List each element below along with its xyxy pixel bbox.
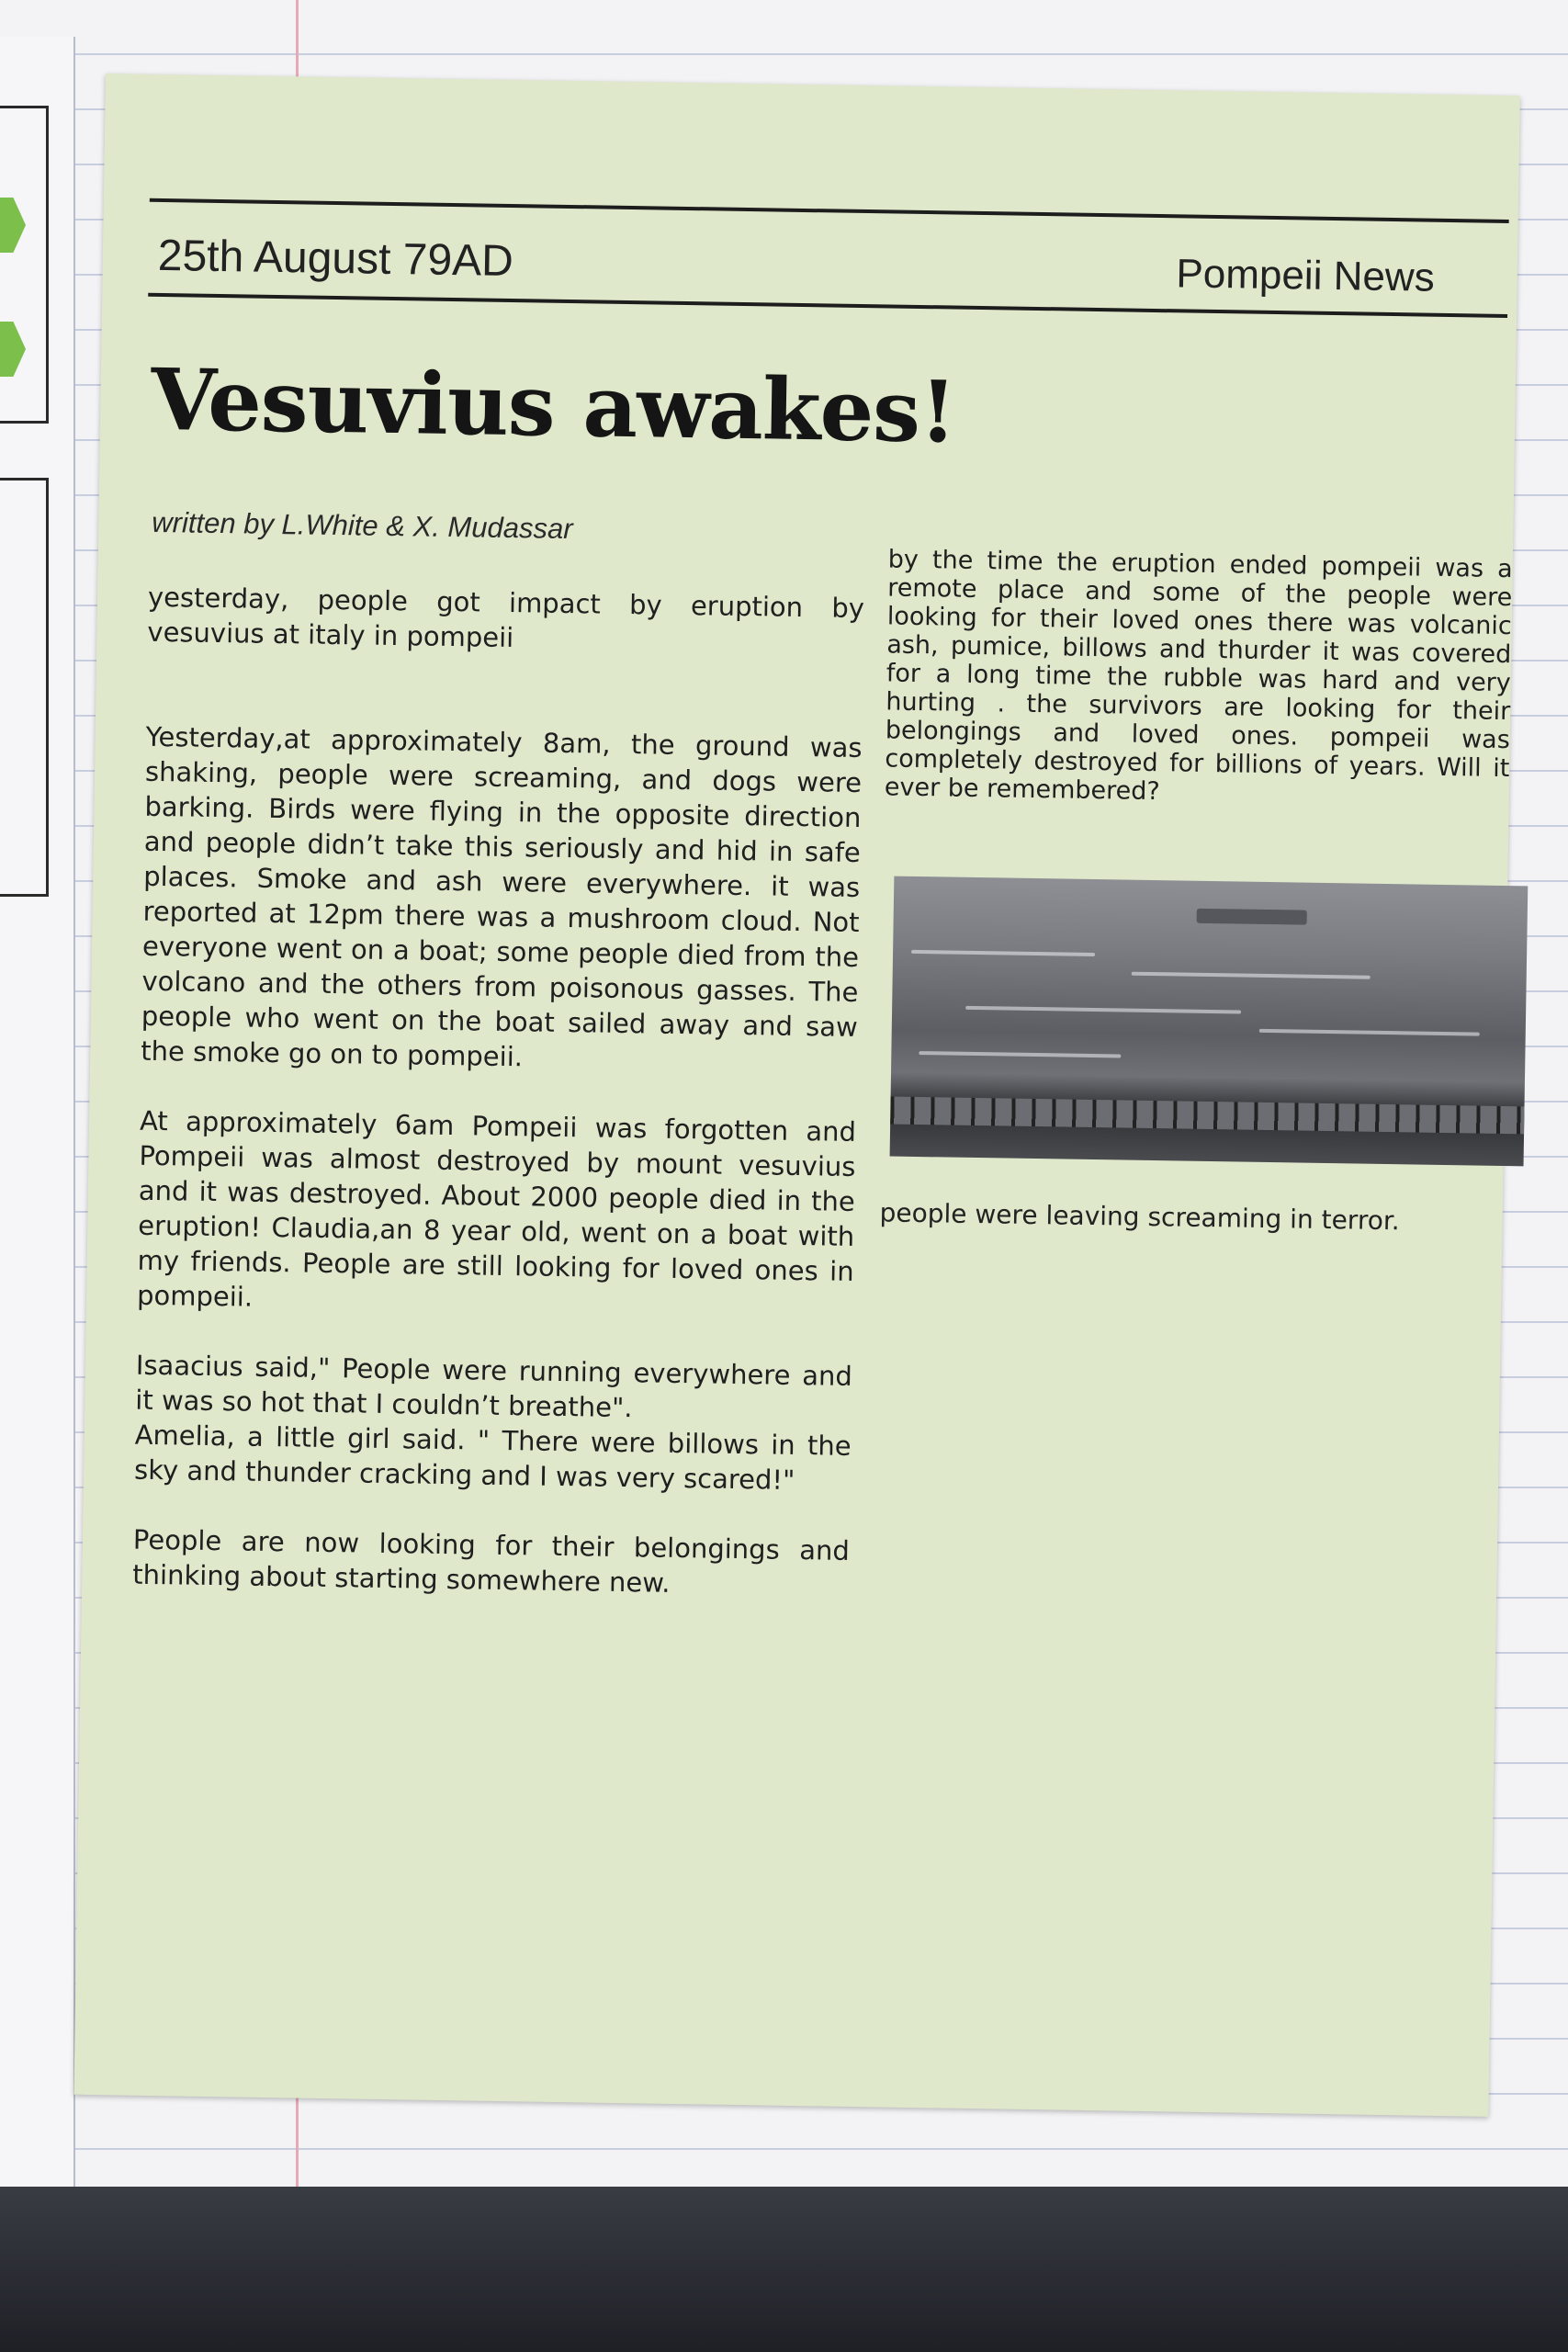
newspaper-name: Pompeii News <box>1176 251 1436 300</box>
right-article-column <box>885 545 1513 811</box>
headline: Vesuvius awakes! <box>150 349 957 462</box>
article-paragraph: Yesterday,at approximately 8am, the ground was shaking, people were screaming, and dogs were barking. Birds were flying in the opposite direction and people didn’t take this seriously and hid in safe places. Smoke and ash were everywhere. it was reported at 12pm there was a mushroom cloud. Not everyone went on a boat; some people died from the volcano and the others from poisonous gasses. The people who went on the boat sailed away and saw the smoke go on to pompeii. <box>141 720 863 1073</box>
stormy-sea-photo <box>890 876 1529 1167</box>
left-article-column <box>131 580 864 1638</box>
quote-paragraph: Amelia, a little girl said. " There were billows in the sky and thunder cracking and I was very scared!" <box>133 1419 852 1496</box>
wave-crest <box>911 950 1095 956</box>
intro-paragraph: yesterday, people got impact by eruption by vesuvius at italy in pompeii <box>147 581 865 654</box>
table-surface <box>0 2187 1568 2352</box>
ship-silhouette <box>1197 909 1307 925</box>
issue-date: 25th August 79AD <box>157 231 514 286</box>
byline: written by L.White & X. Mudassar <box>152 505 573 546</box>
right-column-paragraph: by the time the eruption ended pompeii was a remote place and some of the people were looking for their loved ones there was volcanic ash, pumice, billows and thurder it was covered for a long time the rubble was hard and very hurting . the survivors are looking for their belongings and loved ones. pompeii was completely destroyed for billions of years. Will it ever be remembered? <box>884 545 1513 807</box>
masthead-top-rule <box>150 198 1509 223</box>
wave-crest <box>1132 972 1371 979</box>
pier-railing <box>890 1097 1524 1135</box>
quote-paragraph: Isaacius said," People were running everywhere and it was so hot that I couldn’t breathe". <box>135 1349 853 1424</box>
left-page-table <box>0 478 49 897</box>
photo-caption: people were leaving screaming in terror. <box>879 1197 1400 1237</box>
article-paragraph: People are now looking for their belongings and thinking about starting somewhere new. <box>132 1523 851 1599</box>
article-paragraph: At approximately 6am Pompeii was forgotten and Pompeii was almost destroyed by mount vesuvius and it was destroyed. About 2000 people died in the eruption! Claudia,an 8 year old, went on a boat with my friends. People are still looking for loved ones in pompeii. <box>136 1104 857 1313</box>
wave-crest <box>965 1006 1241 1014</box>
left-notebook-page <box>0 37 75 2187</box>
newspaper-sheet <box>73 74 1519 2117</box>
wave-crest <box>919 1051 1121 1057</box>
wave-crest <box>1259 1029 1480 1036</box>
